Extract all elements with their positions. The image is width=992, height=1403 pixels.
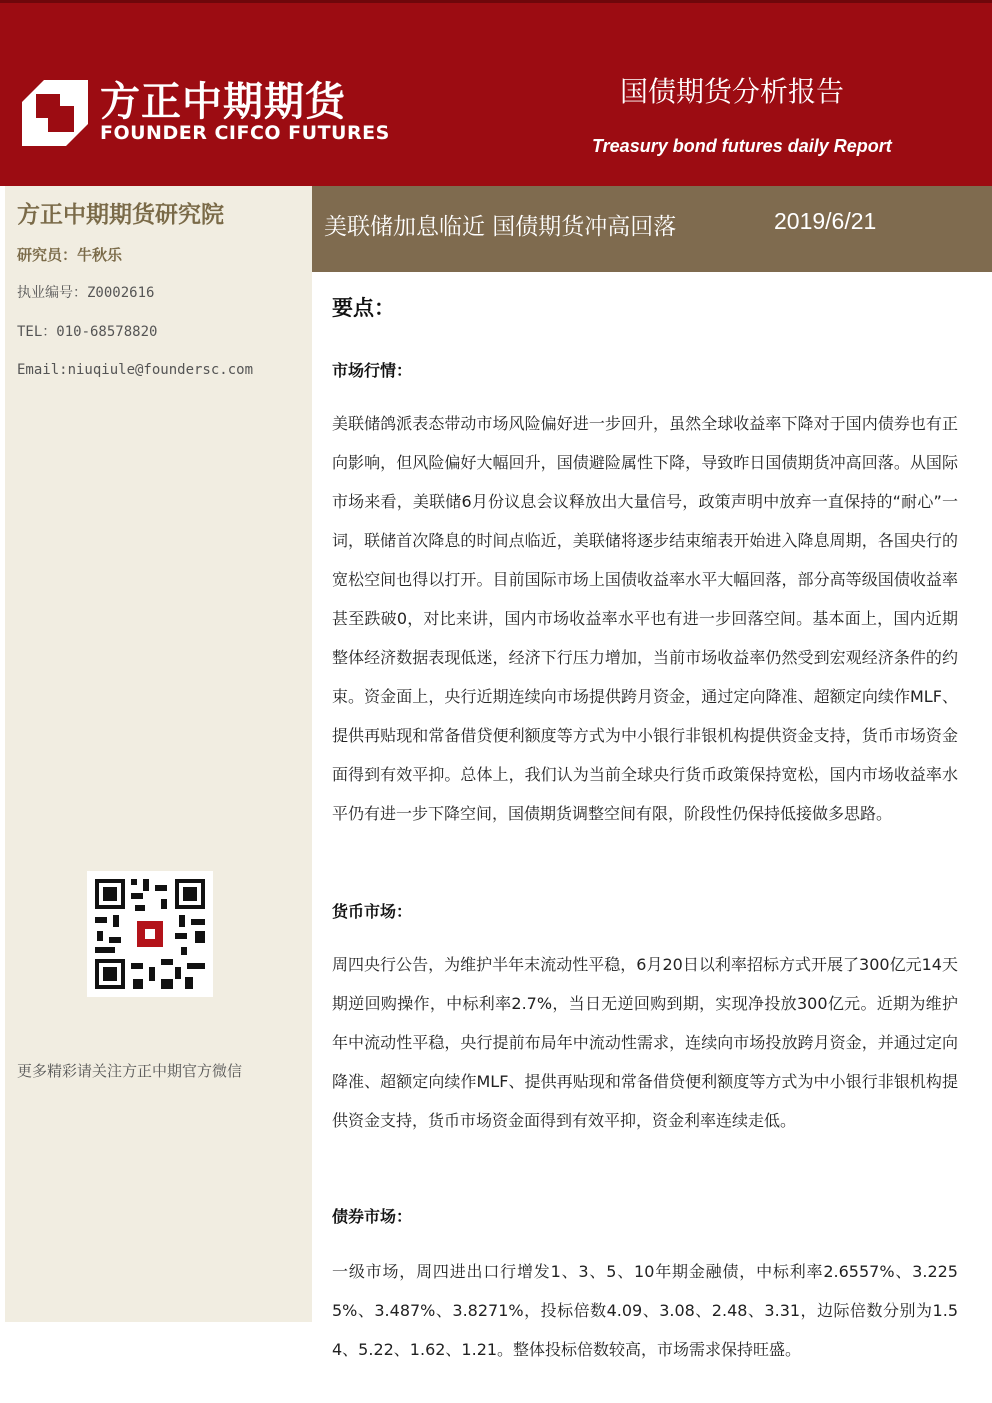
- section-title-money-market: 货币市场：: [332, 902, 413, 921]
- key-points-heading: 要点：: [332, 296, 395, 320]
- report-title: 国债期货分析报告: [620, 75, 845, 108]
- brand-name-en: FOUNDER CIFCO FUTURES: [100, 122, 390, 144]
- report-header: [0, 0, 992, 186]
- section-body-market: 美联储鸽派表态带动市场风险偏好进一步回升，虽然全球收益率下降对于国内债券也有正向影响，但风险偏好大幅回升，国债避险属性下降，导致昨日国债期货冲高回落。从国际市场来看，美联储6月份议息会议释放出大量信号，政策声明中放弃一直保持的“耐心”一词，联储首次降息的时间点临近，美联储将逐步结束缩表开始进入降息周期，各国央行的宽松空间也得以打开。目前国际市场上国债收益率水平大幅回落，部分高等级国债收益率甚至跌破0，对比来讲，国内市场收益率水平也有进一步回落空间。基本面上，国内近期整体经济数据表现低迷，经济下行压力增加，当前市场收益率仍然受到宏观经济条件的约束。资金面上，央行近期连续向市场提供跨月资金，通过定向降准、超额定向续作MLF、提供再贴现和常备借贷便利额度等方式为中小银行非银机构提供资金支持，货币市场资金面得到有效平抑。总体上，我们认为当前全球央行货币政策保持宽松，国内市场收益率水平仍有进一步下降空间，国债期货调整空间有限，阶段性仍保持低接做多思路。: [332, 414, 958, 823]
- email-link[interactable]: Email:niuqiule@foundersc.com: [17, 362, 254, 378]
- section-body-money-market: 周四央行公告，为维护半年末流动性平稳，6月20日以利率招标方式开展了300亿元14天期逆回购操作，中标利率2.7%，当日无逆回购到期，实现净投放300亿元。近期为维护年中流动性平稳，央行提前布局年中流动性需求，连续向市场投放跨月资金，并通过定向降准、超额定向续作MLF、提供再贴现和常备借贷便利额度等方式为中小银行非银机构提供资金支持，货币市场资金面得到有效平抑，资金利率连续走低。: [332, 955, 958, 1130]
- license-number: 执业编号：Z0002616: [17, 285, 155, 301]
- sidebar: [5, 186, 312, 1322]
- report-date: 2019/6/21: [774, 208, 877, 234]
- title-bar: [312, 186, 992, 272]
- report-headline: 美联储加息临近 国债期货冲高回落: [324, 214, 677, 240]
- institute-name: 方正中期期货研究院: [17, 202, 224, 228]
- qr-code-icon: [87, 871, 213, 997]
- brand-name-cn: 方正中期期货: [100, 79, 346, 125]
- follow-wechat-text: 更多精彩请关注方正中期官方微信: [17, 1062, 243, 1080]
- founder-logo-icon: [22, 80, 88, 146]
- header-top-line: [0, 0, 992, 3]
- section-body-bond-market: 一级市场，周四进出口行增发1、3、5、10年期金融债，中标利率2.6557%、3.2255%、3.487%、3.8271%，投标倍数4.09、3.08、2.48、3.31，边际倍数分别为1.54、5.22、1.62、1.21。整体投标倍数较高，市场需求保持旺盛。: [332, 1262, 958, 1359]
- section-title-bond-market: 债券市场：: [332, 1207, 413, 1226]
- section-title-market: 市场行情：: [332, 361, 413, 380]
- report-subtitle: Treasury bond futures daily Report: [592, 136, 892, 156]
- researcher-name: 研究员：牛秋乐: [17, 246, 123, 264]
- telephone: TEL：010-68578820: [17, 324, 158, 340]
